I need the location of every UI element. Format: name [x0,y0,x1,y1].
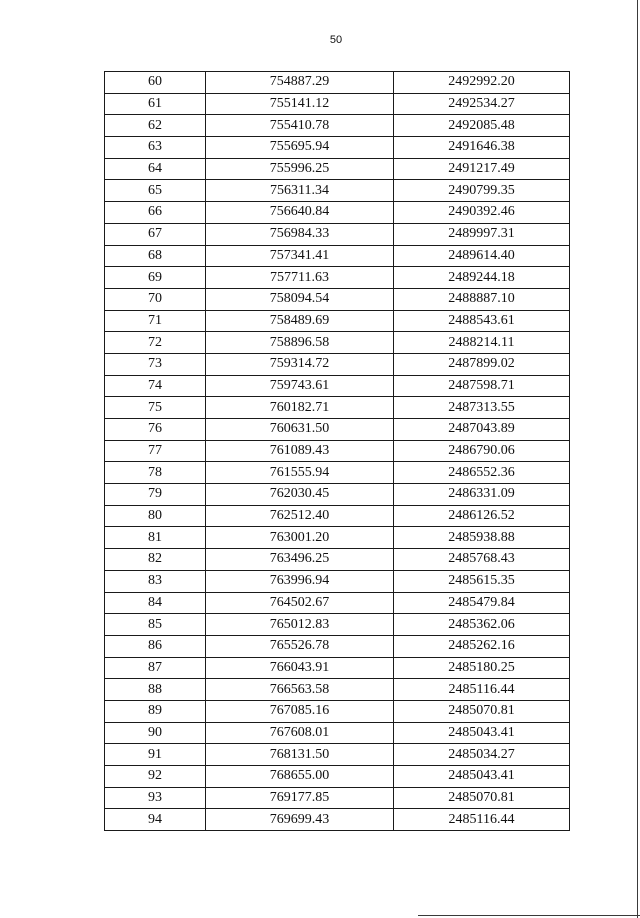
x-coordinate-cell: 763996.94 [206,570,394,592]
y-coordinate-cell: 2490799.35 [394,180,570,202]
point-number-cell: 74 [105,375,206,397]
table-row [105,115,570,137]
x-coordinate-cell: 757341.41 [206,245,394,267]
point-number-cell: 88 [105,679,206,701]
y-coordinate-cell: 2491646.38 [394,137,570,159]
x-coordinate-cell: 755141.12 [206,93,394,115]
table-row [105,223,570,245]
point-number-cell: 76 [105,419,206,441]
point-number-cell: 82 [105,549,206,571]
x-coordinate-cell: 755695.94 [206,137,394,159]
x-coordinate-cell: 761089.43 [206,440,394,462]
table-row [105,245,570,267]
x-coordinate-cell: 769699.43 [206,809,394,831]
y-coordinate-cell: 2485116.44 [394,679,570,701]
point-number-cell: 83 [105,570,206,592]
y-coordinate-cell: 2488887.10 [394,288,570,310]
table-row [105,288,570,310]
table-row [105,744,570,766]
point-number-cell: 64 [105,158,206,180]
point-number-cell: 75 [105,397,206,419]
point-number-cell: 66 [105,202,206,224]
point-number-cell: 65 [105,180,206,202]
y-coordinate-cell: 2485615.35 [394,570,570,592]
x-coordinate-cell: 765526.78 [206,635,394,657]
table-row [105,484,570,506]
y-coordinate-cell: 2485938.88 [394,527,570,549]
x-coordinate-cell: 755410.78 [206,115,394,137]
y-coordinate-cell: 2487598.71 [394,375,570,397]
point-number-cell: 94 [105,809,206,831]
x-coordinate-cell: 758094.54 [206,288,394,310]
x-coordinate-cell: 759743.61 [206,375,394,397]
table-row [105,180,570,202]
page-number: 50 [329,34,343,46]
x-coordinate-cell: 764502.67 [206,592,394,614]
x-coordinate-cell: 767608.01 [206,722,394,744]
point-number-cell: 63 [105,137,206,159]
point-number-cell: 68 [105,245,206,267]
table-row [105,72,570,94]
table-row [105,570,570,592]
y-coordinate-cell: 2492992.20 [394,72,570,94]
y-coordinate-cell: 2489244.18 [394,267,570,289]
point-number-cell: 67 [105,223,206,245]
point-number-cell: 92 [105,766,206,788]
point-number-cell: 79 [105,484,206,506]
x-coordinate-cell: 765012.83 [206,614,394,636]
point-number-cell: 77 [105,440,206,462]
x-coordinate-cell: 757711.63 [206,267,394,289]
point-number-cell: 85 [105,614,206,636]
point-number-cell: 61 [105,93,206,115]
x-coordinate-cell: 760182.71 [206,397,394,419]
point-number-cell: 91 [105,744,206,766]
y-coordinate-cell: 2489614.40 [394,245,570,267]
x-coordinate-cell: 756640.84 [206,202,394,224]
point-number-cell: 84 [105,592,206,614]
table-row [105,137,570,159]
y-coordinate-cell: 2485043.41 [394,766,570,788]
y-coordinate-cell: 2485768.43 [394,549,570,571]
point-number-cell: 90 [105,722,206,744]
table-row [105,700,570,722]
x-coordinate-cell: 767085.16 [206,700,394,722]
y-coordinate-cell: 2485479.84 [394,592,570,614]
table-row [105,462,570,484]
y-coordinate-cell: 2488543.61 [394,310,570,332]
table-row [105,679,570,701]
x-coordinate-cell: 768655.00 [206,766,394,788]
y-coordinate-cell: 2485180.25 [394,657,570,679]
point-number-cell: 87 [105,657,206,679]
point-number-cell: 93 [105,787,206,809]
point-number-cell: 62 [105,115,206,137]
y-coordinate-cell: 2485034.27 [394,744,570,766]
x-coordinate-cell: 769177.85 [206,787,394,809]
y-coordinate-cell: 2485362.06 [394,614,570,636]
page-edge-bottom [418,915,640,916]
x-coordinate-cell: 762512.40 [206,505,394,527]
point-number-cell: 81 [105,527,206,549]
y-coordinate-cell: 2485262.16 [394,635,570,657]
table-row [105,353,570,375]
table-row [105,375,570,397]
table-row [105,549,570,571]
x-coordinate-cell: 766043.91 [206,657,394,679]
x-coordinate-cell: 756311.34 [206,180,394,202]
point-number-cell: 70 [105,288,206,310]
y-coordinate-cell: 2486126.52 [394,505,570,527]
point-number-cell: 89 [105,700,206,722]
point-number-cell: 72 [105,332,206,354]
table-row [105,787,570,809]
point-number-cell: 73 [105,353,206,375]
table-row [105,310,570,332]
point-number-cell: 78 [105,462,206,484]
x-coordinate-cell: 755996.25 [206,158,394,180]
table-row [105,722,570,744]
table-row [105,505,570,527]
point-number-cell: 80 [105,505,206,527]
table-row [105,527,570,549]
table-row [105,809,570,831]
coordinate-table-body [105,72,570,831]
table-row [105,332,570,354]
x-coordinate-cell: 761555.94 [206,462,394,484]
x-coordinate-cell: 759314.72 [206,353,394,375]
y-coordinate-cell: 2485116.44 [394,809,570,831]
table-row [105,635,570,657]
table-row [105,614,570,636]
y-coordinate-cell: 2486331.09 [394,484,570,506]
x-coordinate-cell: 768131.50 [206,744,394,766]
y-coordinate-cell: 2488214.11 [394,332,570,354]
y-coordinate-cell: 2490392.46 [394,202,570,224]
x-coordinate-cell: 756984.33 [206,223,394,245]
y-coordinate-cell: 2485070.81 [394,700,570,722]
x-coordinate-cell: 758896.58 [206,332,394,354]
table-row [105,397,570,419]
page-edge-right [637,0,638,918]
y-coordinate-cell: 2491217.49 [394,158,570,180]
x-coordinate-cell: 763496.25 [206,549,394,571]
table-row [105,158,570,180]
x-coordinate-cell: 754887.29 [206,72,394,94]
coordinate-table [104,71,570,831]
y-coordinate-cell: 2487043.89 [394,419,570,441]
x-coordinate-cell: 766563.58 [206,679,394,701]
y-coordinate-cell: 2485043.41 [394,722,570,744]
y-coordinate-cell: 2486552.36 [394,462,570,484]
x-coordinate-cell: 760631.50 [206,419,394,441]
y-coordinate-cell: 2489997.31 [394,223,570,245]
table-row [105,419,570,441]
table-row [105,440,570,462]
y-coordinate-cell: 2492085.48 [394,115,570,137]
point-number-cell: 60 [105,72,206,94]
x-coordinate-cell: 758489.69 [206,310,394,332]
x-coordinate-cell: 763001.20 [206,527,394,549]
point-number-cell: 71 [105,310,206,332]
y-coordinate-cell: 2487899.02 [394,353,570,375]
x-coordinate-cell: 762030.45 [206,484,394,506]
table-row [105,267,570,289]
y-coordinate-cell: 2485070.81 [394,787,570,809]
y-coordinate-cell: 2487313.55 [394,397,570,419]
table-row [105,657,570,679]
y-coordinate-cell: 2486790.06 [394,440,570,462]
table-row [105,202,570,224]
point-number-cell: 69 [105,267,206,289]
y-coordinate-cell: 2492534.27 [394,93,570,115]
point-number-cell: 86 [105,635,206,657]
table-row [105,766,570,788]
table-row [105,93,570,115]
table-row [105,592,570,614]
